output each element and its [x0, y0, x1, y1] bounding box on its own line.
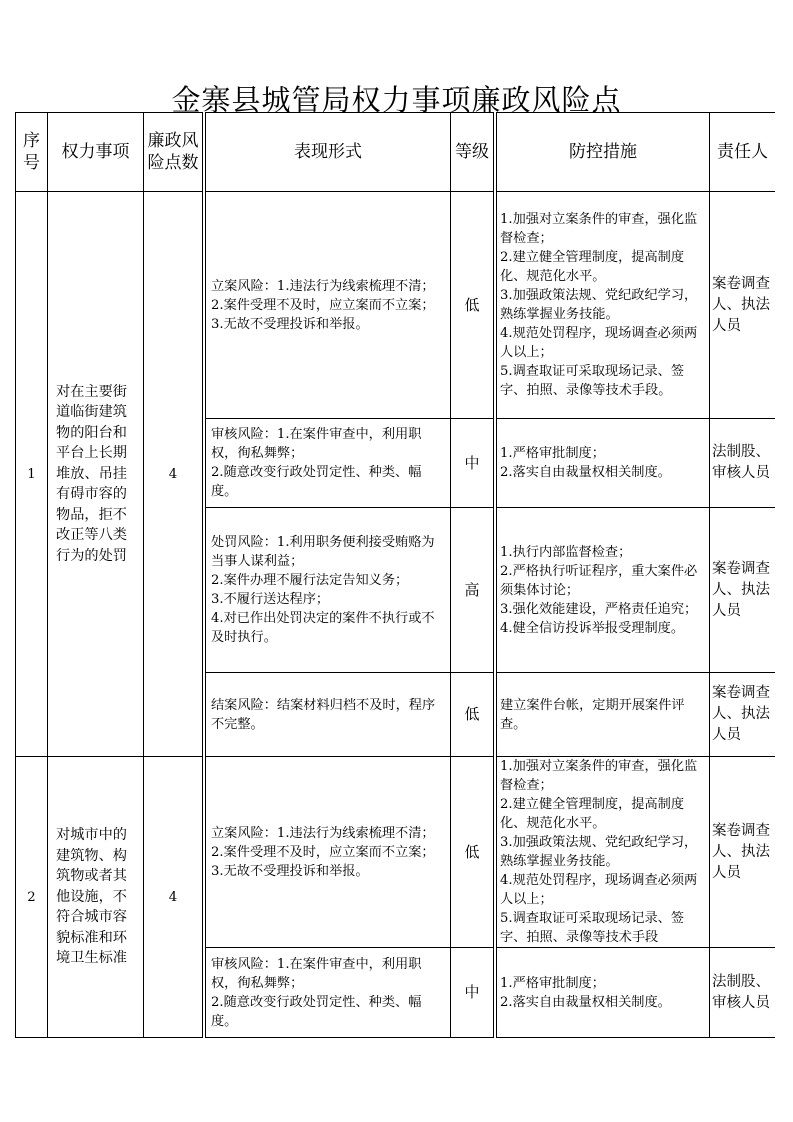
text-line: 2.随意改变行政处罚定性、种类、幅度。 — [211, 465, 422, 499]
seq-cell: 2 — [16, 757, 48, 1038]
text-line: 1.加强对立案条件的审查，强化监督检查； — [500, 212, 698, 246]
form-cell — [206, 192, 451, 419]
header-power: 权力事项 — [48, 113, 144, 192]
form-cell — [206, 673, 451, 757]
text-line: 2.落实自由裁量权相关制度。 — [500, 994, 671, 1010]
measures-cell — [497, 192, 710, 419]
text-line: 2.随意改变行政处罚定性、种类、幅度。 — [211, 994, 422, 1029]
risk-table — [15, 112, 775, 1038]
level-cell: 中 — [451, 419, 494, 508]
header-count: 廉政风险点数 — [144, 113, 203, 192]
person-cell: 法制股、审核人员 — [710, 948, 776, 1038]
measures-cell — [497, 673, 710, 757]
text-line: 4.规范处罚程序，现场调查必须两人以上； — [500, 873, 698, 907]
measures-cell — [497, 419, 710, 508]
header-row — [16, 113, 776, 192]
level-cell: 高 — [451, 508, 494, 673]
person-cell: 法制股、审核人员 — [710, 419, 776, 508]
header-seq: 序号 — [16, 113, 48, 192]
text-line: 3.无故不受理投诉和举报。 — [211, 863, 369, 879]
text-line: 1.加强对立案条件的审查，强化监督检查； — [500, 759, 698, 793]
text-line: 4.健全信访投诉举报受理制度。 — [500, 620, 685, 636]
measures-cell — [497, 948, 710, 1038]
text-line: 2.建立健全管理制度，提高制度化、规范化水平。 — [500, 797, 685, 831]
page-title: 金寨县城管局权力事项廉政风险点 — [171, 83, 622, 117]
text-line: 2.案件办理不履行法定告知义务； — [211, 573, 409, 588]
text-line: 3.无故不受理投诉和举报。 — [211, 316, 369, 332]
text-line: 5.调查取证可采取现场记录、签字、拍照、录像等技术手段。 — [500, 364, 685, 398]
text-line: 立案风险：1.违法行为线索梳理不清； — [211, 278, 435, 294]
text-line: 3.加强政策法规、党纪政纪学习，熟练掌握业务技能。 — [500, 288, 698, 322]
text-line: 建立案件台帐，定期开展案件评查。 — [500, 697, 685, 732]
text-line: 4.对已作出处罚决定的案件不执行或不及时执行。 — [211, 611, 435, 645]
form-cell — [206, 508, 451, 673]
level-cell: 低 — [451, 192, 494, 419]
text-line: 2.案件受理不及时，应立案而不立案； — [211, 297, 435, 313]
form-cell — [206, 419, 451, 508]
text-line: 5.调查取证可采取现场记录、签字、拍照、录像等技术手段 — [500, 911, 685, 945]
header-person: 责任人 — [710, 113, 776, 192]
form-cell — [206, 948, 451, 1038]
measures-cell — [497, 508, 710, 673]
form-cell — [206, 757, 451, 948]
level-cell: 中 — [451, 948, 494, 1038]
seq-cell: 1 — [16, 192, 48, 757]
text-line: 1.严格审批制度； — [500, 446, 605, 461]
text-line: 2.落实自由裁量权相关制度。 — [500, 465, 671, 480]
risk-count-cell: 4 — [144, 192, 203, 757]
text-line: 2.建立健全管理制度，提高制度化、规范化水平。 — [500, 250, 685, 284]
measures-cell — [497, 757, 710, 948]
text-line: 4.规范处罚程序，现场调查必须两人以上； — [500, 326, 698, 360]
header-level: 等级 — [451, 113, 494, 192]
text-line: 处罚风险：1.利用职务便利接受贿赂为当事人谋利益； — [211, 535, 435, 569]
person-cell: 案卷调查人、执法人员 — [710, 757, 776, 948]
text-line: 1.严格审批制度； — [500, 975, 605, 991]
person-cell: 案卷调查人、执法人员 — [710, 192, 776, 419]
header-measures: 防控措施 — [497, 113, 710, 192]
text-line: 3.不履行送达程序； — [211, 592, 330, 607]
level-cell: 低 — [451, 673, 494, 757]
person-cell: 案卷调查人、执法人员 — [710, 508, 776, 673]
text-line: 3.强化效能建设，严格责任追究； — [500, 601, 698, 617]
risk-count-cell: 4 — [144, 757, 203, 1038]
text-line: 结案风险：结案材料归档不及时，程序不完整。 — [211, 697, 436, 732]
text-line: 1.执行内部监督检查； — [500, 544, 632, 560]
text-line: 3.加强政策法规、党纪政纪学习，熟练掌握业务技能。 — [500, 835, 698, 869]
person-cell: 案卷调查人、执法人员 — [710, 673, 776, 757]
text-line: 审核风险：1.在案件审查中，利用职权，徇私舞弊； — [211, 956, 422, 991]
header-form: 表现形式 — [206, 113, 451, 192]
risk-row — [16, 192, 776, 419]
text-line: 2.严格执行听证程序，重大案件必须集体讨论； — [500, 563, 698, 598]
risk-table-frame — [15, 112, 775, 1038]
power-item-cell: 对城市中的建筑物、构筑物或者其他设施，不符合城市容貌标准和环境卫生标准 — [48, 757, 144, 1038]
text-line: 2.案件受理不及时，应立案而不立案； — [211, 844, 435, 860]
text-line: 审核风险：1.在案件审查中，利用职权，徇私舞弊； — [211, 427, 422, 461]
power-item-cell: 对在主要街道临街建筑物的阳台和平台上长期堆放、吊挂有碍市容的物品，拒不改正等八类行为的处罚 — [48, 192, 144, 757]
text-line: 立案风险：1.违法行为线索梳理不清； — [211, 825, 435, 841]
risk-row — [16, 757, 776, 948]
table-body — [16, 192, 776, 1038]
level-cell: 低 — [451, 757, 494, 948]
